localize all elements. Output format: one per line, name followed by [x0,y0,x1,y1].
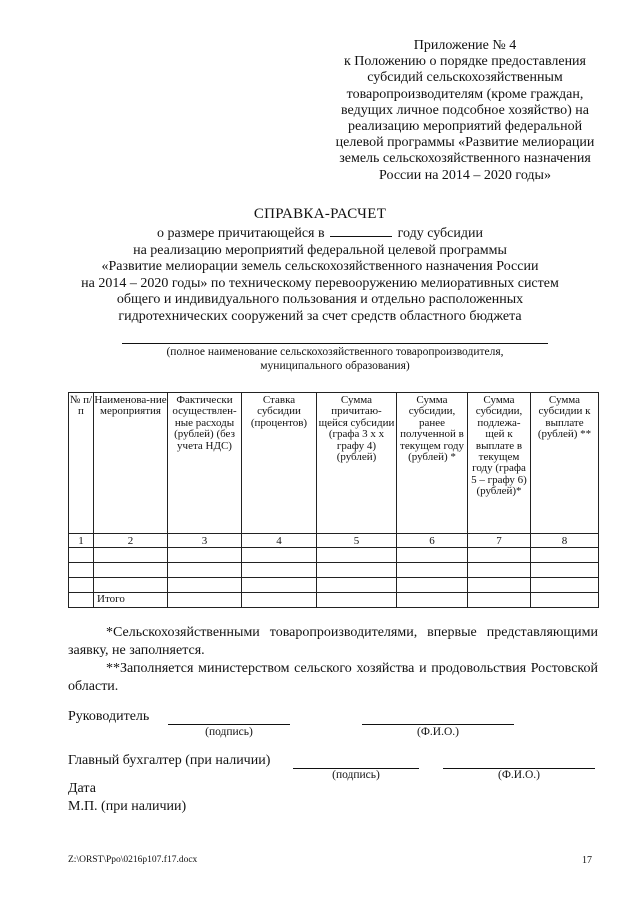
accountant-signature-caption: (подпись) [332,769,380,781]
table-cell[interactable] [94,578,168,593]
accountant-name-caption: (Ф.И.О.) [498,769,540,781]
producer-name-caption [100,346,570,373]
table-cell[interactable] [317,563,397,578]
footnote-1: *Сельскохозяйственными товаропроизводителями, впервые представляющими заявку, не заполняется. [68,625,598,658]
footnote-2: **Заполняется министерством сельского хозяйства и продовольствия Ростовской области. [68,661,598,694]
appendix-line: России на 2014 – 2020 годы» [379,167,551,183]
table-cell[interactable] [468,548,531,563]
column-number: 6 [397,534,468,548]
table-cell[interactable] [317,578,397,593]
date-label: Дата [68,781,96,796]
table-cell[interactable] [168,578,242,593]
header-cell: Наименова-ние мероприятия [94,393,168,534]
table-cell[interactable] [69,593,94,608]
subtitle-line: «Развитие мелиорации земель сельскохозяйственного назначения России [101,259,539,275]
table-cell[interactable] [242,548,317,563]
table-cell[interactable] [531,548,599,563]
column-number: 2 [94,534,168,548]
head-signature-line[interactable] [168,724,290,725]
appendix-line: земель сельскохозяйственного назначения [339,151,591,167]
header-cell: Сумма причитаю-щейся субсидии (графа 3 х х графу 4) (рублей) [317,393,397,534]
caption-line: (полное наименование сельскохозяйственного товаропроизводителя, [166,346,504,358]
appendix-line: ведущих личное подсобное хозяйство) на [341,102,589,118]
subsidy-table [68,392,599,608]
producer-name-line[interactable] [122,343,548,344]
table-cell[interactable] [69,578,94,593]
table-header-row [69,393,599,534]
table-cell[interactable] [168,548,242,563]
header-cell: Сумма субсидии, ранее полученной в текущем году (рублей) * [397,393,468,534]
header-cell: № п/п [69,393,94,534]
subtitle-line: на 2014 – 2020 годы» по техническому перевооружению мелиоративных систем [81,275,559,291]
header-cell: Сумма субсидии к выплате (рублей) ** [531,393,599,534]
subtitle-line: на реализацию мероприятий федеральной целевой программы [133,242,507,258]
table-cell[interactable] [468,563,531,578]
header-cell: Сумма субсидии, подлежа-щей к выплате в текущем году (графа 5 – графу 6) (рублей)* [468,393,531,534]
table-cell[interactable] [531,563,599,578]
subtitle-line-1 [40,224,600,243]
head-signature-caption: (подпись) [205,726,253,738]
table-row [69,548,599,563]
footnotes [68,624,598,696]
table-cell[interactable] [317,593,397,608]
table-cell[interactable] [69,563,94,578]
table-cell[interactable] [242,563,317,578]
table-cell[interactable] [397,563,468,578]
table-cell[interactable] [397,548,468,563]
column-number-row [69,534,599,548]
stamp-label: М.П. (при наличии) [68,799,187,814]
table-cell[interactable] [468,578,531,593]
total-row [69,593,599,608]
head-name-caption: (Ф.И.О.) [417,726,459,738]
total-label: Итого [94,593,168,608]
page-number: 17 [582,855,592,866]
table-cell[interactable] [168,593,242,608]
table-cell[interactable] [317,548,397,563]
appendix-header [300,38,630,184]
column-number: 1 [69,534,94,548]
column-number: 3 [168,534,242,548]
table-row [69,563,599,578]
table-cell[interactable] [242,578,317,593]
table-cell[interactable] [69,548,94,563]
file-path: Z:\ORST\Ppo\0216p107.f17.docx [68,855,198,865]
column-number: 4 [242,534,317,548]
table-cell[interactable] [397,593,468,608]
subtitle-before-blank: о размере причитающейся в [157,226,325,241]
column-number: 8 [531,534,599,548]
appendix-line: к Положению о порядке предоставления [344,54,586,70]
table-cell[interactable] [242,593,317,608]
column-number: 7 [468,534,531,548]
appendix-line: субсидий сельскохозяйственным [367,70,563,86]
table-cell[interactable] [468,593,531,608]
document-subtitle [40,224,600,326]
year-blank-field[interactable] [330,224,392,237]
table-cell[interactable] [397,578,468,593]
subtitle-after-blank: году субсидии [397,226,483,241]
appendix-line: целевой программы «Развитие мелиорации [335,135,595,151]
table-cell[interactable] [531,593,599,608]
accountant-label: Главный бухгалтер (при наличии) [68,753,271,768]
appendix-line: товаропроизводителям (кроме граждан, [346,86,584,102]
subtitle-line: общего и индивидуального пользования и отдельно расположенных [116,292,524,308]
table-cell[interactable] [531,578,599,593]
header-cell: Фактически осуществлен-ные расходы (рублей) (без учета НДС) [168,393,242,534]
table-cell[interactable] [168,563,242,578]
appendix-line: Приложение № 4 [413,38,517,53]
appendix-line: реализацию мероприятий федеральной [347,119,583,135]
table-cell[interactable] [94,563,168,578]
head-label: Руководитель [68,709,150,724]
document-title: СПРАВКА-РАСЧЕТ [253,206,387,222]
table-cell[interactable] [94,548,168,563]
header-cell: Ставка субсидии (процентов) [242,393,317,534]
head-name-line[interactable] [362,724,514,725]
subtitle-line: гидротехнических сооружений за счет средств областного бюджета [118,308,522,324]
table-row [69,578,599,593]
caption-line: муниципального образования) [260,359,410,372]
column-number: 5 [317,534,397,548]
